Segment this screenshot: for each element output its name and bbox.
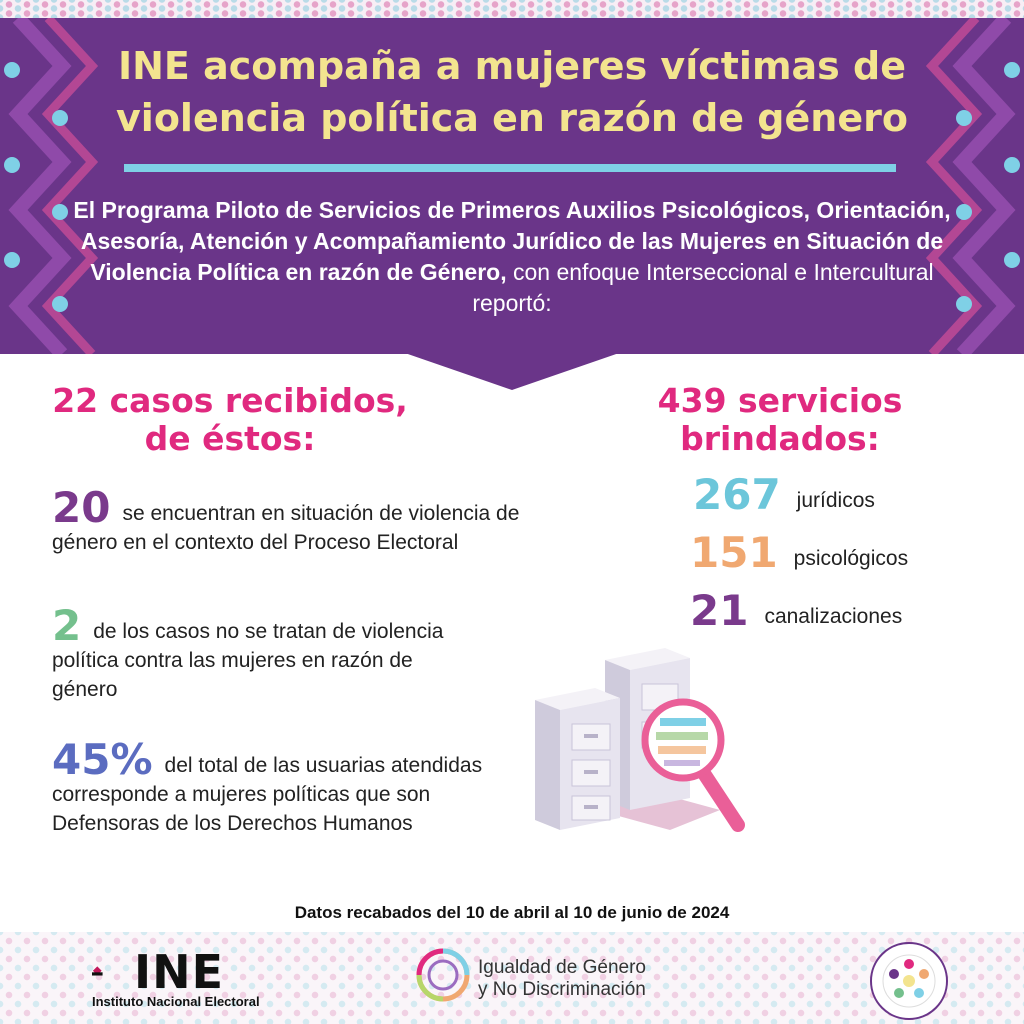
intro-bold-text: El Programa Piloto de Servicios de Primeros Auxilios Psicológicos, Orientación, Asesoría, Atención y Acompañamiento Jurídico de las Mujeres en Situación de Violencia Política en razón de Género, — [73, 197, 951, 285]
decor-dot — [52, 296, 68, 312]
services-heading-line2: brindados: — [680, 419, 880, 458]
igualdad-text — [478, 957, 646, 1001]
cases-heading-line1: 22 casos recibidos, — [52, 381, 408, 420]
title-divider — [124, 164, 896, 172]
cases-heading-line2: de éstos: — [144, 419, 316, 458]
service-label: psicológicos — [793, 547, 909, 570]
ine-logo-icon — [92, 950, 138, 996]
services-heading — [610, 382, 950, 458]
cases-heading — [20, 382, 440, 458]
case-stat-text: se encuentran en situación de violencia de género en el contexto del Proceso Electoral — [52, 502, 520, 554]
case-stat-number: 20 — [52, 483, 111, 532]
service-label: jurídicos — [796, 489, 875, 512]
decor-dot — [1004, 252, 1020, 268]
decor-dot — [956, 296, 972, 312]
ine-wordmark: INE — [134, 945, 225, 999]
decor-dot — [956, 204, 972, 220]
top-dotted-strip — [0, 0, 1024, 18]
file-cabinet-illustration-icon — [520, 640, 760, 845]
case-stat-2 — [52, 601, 472, 704]
decor-dot — [52, 204, 68, 220]
decor-dot — [4, 62, 20, 78]
intro-paragraph — [70, 195, 954, 319]
page-title: INE acompaña a mujeres víctimas de violencia política en razón de género — [116, 44, 908, 140]
ine-subtitle: Instituto Nacional Electoral — [92, 994, 260, 1009]
service-number: 21 — [690, 586, 749, 635]
igualdad-line2: y No Discriminación — [478, 979, 646, 1000]
decor-dot — [4, 252, 20, 268]
igualdad-line1: Igualdad de Género — [478, 957, 646, 978]
case-stat-20 — [52, 483, 522, 557]
service-juridicos — [693, 470, 875, 519]
case-stat-text: de los casos no se tratan de violencia política contra las mujeres en razón de género — [52, 620, 444, 701]
case-stat-number: 45% — [52, 735, 153, 784]
service-label: canalizaciones — [764, 605, 903, 628]
services-heading-line1: 439 servicios — [657, 381, 903, 420]
decor-dot — [1004, 62, 1020, 78]
decor-dot — [1004, 157, 1020, 173]
case-stat-45 — [52, 735, 502, 838]
decor-dot — [4, 157, 20, 173]
service-canalizaciones — [690, 586, 902, 635]
service-psicologicos — [690, 528, 908, 577]
case-stat-number: 2 — [52, 601, 82, 650]
case-stat-text: del total de las usuarias atendidas corresponde a mujeres políticas que son Defensoras de los Derechos Humanos — [52, 754, 483, 835]
data-period-note: Datos recabados del 10 de abril al 10 de junio de 2024 — [294, 903, 730, 922]
norma-seal-icon — [868, 940, 950, 1022]
intro-regular-text: con enfoque Interseccional e Intercultural reportó: — [472, 259, 934, 316]
igualdad-logo-icon — [414, 946, 472, 1004]
service-number: 267 — [693, 470, 781, 519]
service-number: 151 — [690, 528, 778, 577]
